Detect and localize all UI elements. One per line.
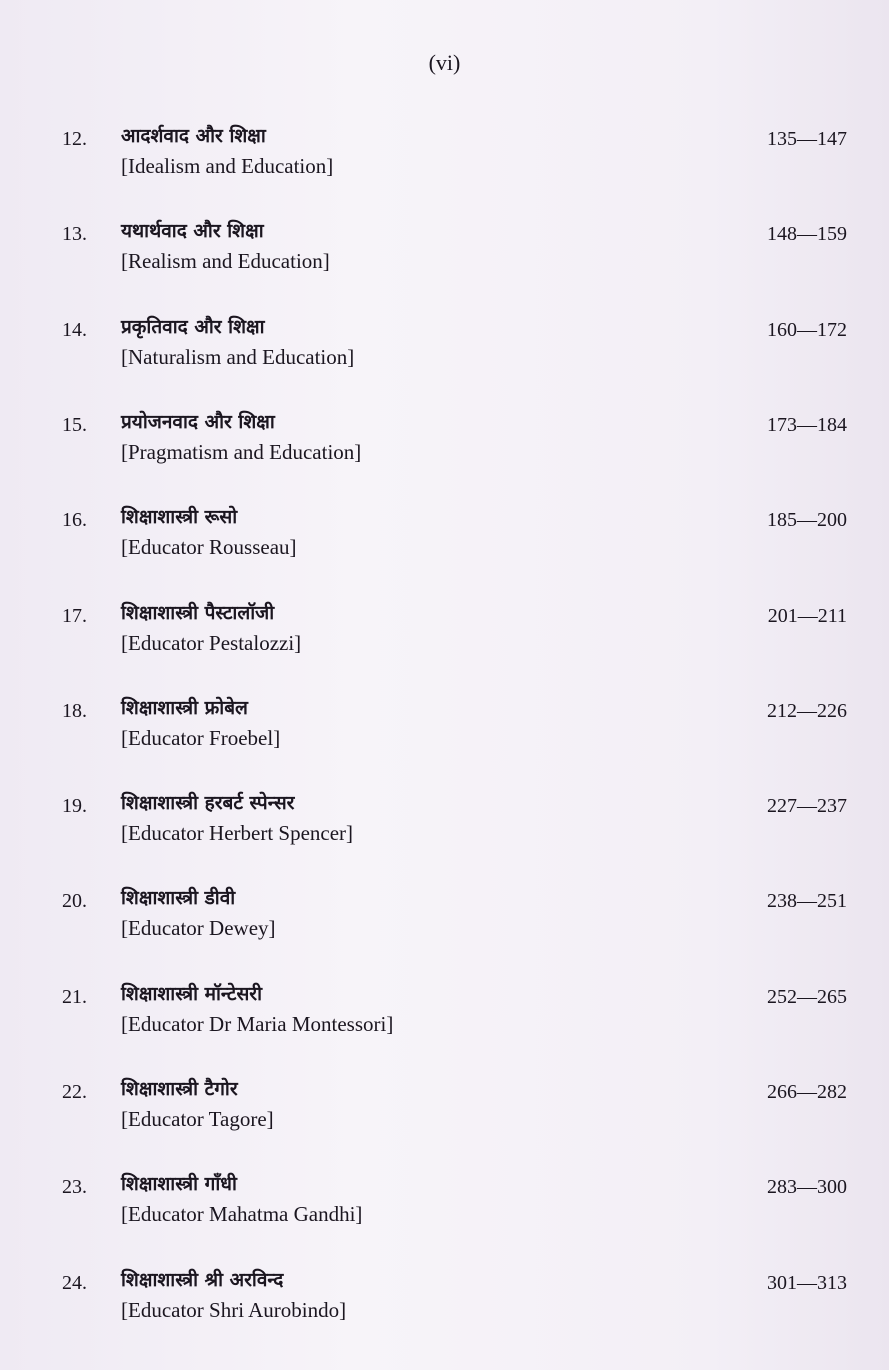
chapter-title-english: [Educator Shri Aurobindo] <box>121 1297 347 1322</box>
chapter-title-hindi: प्रकृतिवाद और शिक्षा <box>121 315 265 338</box>
chapter-title-english: [Naturalism and Education] <box>121 344 355 369</box>
page-range: 227—237 <box>767 795 847 818</box>
chapter-number: 13. <box>62 223 87 246</box>
chapter-title-hindi: यथार्थवाद और शिक्षा <box>121 220 264 243</box>
toc-entry <box>0 1075 889 1145</box>
chapter-number: 15. <box>62 413 87 436</box>
chapter-number: 21. <box>62 985 87 1008</box>
toc-entry <box>0 217 889 287</box>
page-range: 301—313 <box>767 1271 847 1294</box>
toc-entry <box>0 1170 889 1240</box>
chapter-title-hindi: प्रयोजनवाद और शिक्षा <box>121 410 275 433</box>
toc-entry <box>0 122 889 192</box>
toc-entry <box>0 503 889 573</box>
page-range: 160—172 <box>767 318 847 341</box>
chapter-title-hindi: शिक्षाशास्त्री पैस्टालॉजी <box>121 601 275 624</box>
chapter-title-hindi: शिक्षाशास्त्री फ्रोबेल <box>121 696 248 719</box>
page-range: 135—147 <box>767 128 847 150</box>
toc-entry <box>0 1266 889 1336</box>
chapter-title-english: [Educator Herbert Spencer] <box>121 821 354 846</box>
chapter-title-english: [Idealism and Education] <box>121 154 334 178</box>
chapter-number: 23. <box>62 1176 87 1199</box>
chapter-title-english: [Realism and Education] <box>121 249 330 274</box>
chapter-title-hindi: शिक्षाशास्त्री टैगोर <box>121 1078 238 1100</box>
chapter-title-english: [Educator Tagore] <box>121 1107 274 1131</box>
page-range: 283—300 <box>767 1176 847 1199</box>
chapter-title-english: [Educator Froebel] <box>121 725 281 750</box>
chapter-title-hindi: शिक्षाशास्त्री मॉन्टेसरी <box>121 982 263 1005</box>
page-range: 201—211 <box>767 604 847 627</box>
chapter-title-english: [Educator Rousseau] <box>121 535 297 560</box>
toc-entry <box>0 599 889 669</box>
page-range: 212—226 <box>767 699 847 722</box>
chapter-title-english: [Pragmatism and Education] <box>121 439 362 464</box>
chapter-number: 12. <box>62 128 87 150</box>
page-range: 238—251 <box>767 890 847 913</box>
toc-entry <box>0 980 889 1050</box>
chapter-title-hindi: शिक्षाशास्त्री डीवी <box>121 887 236 910</box>
toc-entry <box>0 884 889 954</box>
chapter-title-hindi: शिक्षाशास्त्री रूसो <box>121 506 238 529</box>
chapter-number: 16. <box>62 509 87 532</box>
chapter-number: 17. <box>62 604 87 627</box>
page-range: 252—265 <box>767 985 847 1008</box>
chapter-title-hindi: शिक्षाशास्त्री गाँधी <box>121 1173 237 1196</box>
page-range: 173—184 <box>767 413 847 436</box>
page-range: 185—200 <box>767 509 847 532</box>
chapter-number: 14. <box>62 318 87 341</box>
chapter-number: 20. <box>62 890 87 913</box>
toc-entry <box>0 408 889 478</box>
chapter-title-english: [Educator Mahatma Gandhi] <box>121 1202 363 1227</box>
page-range: 148—159 <box>767 223 847 246</box>
chapter-title-hindi: आदर्शवाद और शिक्षा <box>121 125 266 147</box>
page-range: 266—282 <box>767 1081 847 1103</box>
chapter-number: 24. <box>62 1271 87 1294</box>
chapter-title-hindi: शिक्षाशास्त्री हरबर्ट स्पेन्सर <box>121 792 295 815</box>
page-number: (vi) <box>428 50 461 75</box>
chapter-title-english: [Educator Pestalozzi] <box>121 630 302 655</box>
toc-entry <box>0 789 889 859</box>
chapter-title-english: [Educator Dr Maria Montessori] <box>121 1011 394 1036</box>
chapter-number: 22. <box>62 1081 87 1103</box>
chapter-number: 19. <box>62 795 87 818</box>
chapter-number: 18. <box>62 699 87 722</box>
toc-entry <box>0 313 889 383</box>
chapter-title-hindi: शिक्षाशास्त्री श्री अरविन्द <box>121 1268 284 1291</box>
toc-entry <box>0 694 889 764</box>
chapter-title-english: [Educator Dewey] <box>121 916 276 941</box>
